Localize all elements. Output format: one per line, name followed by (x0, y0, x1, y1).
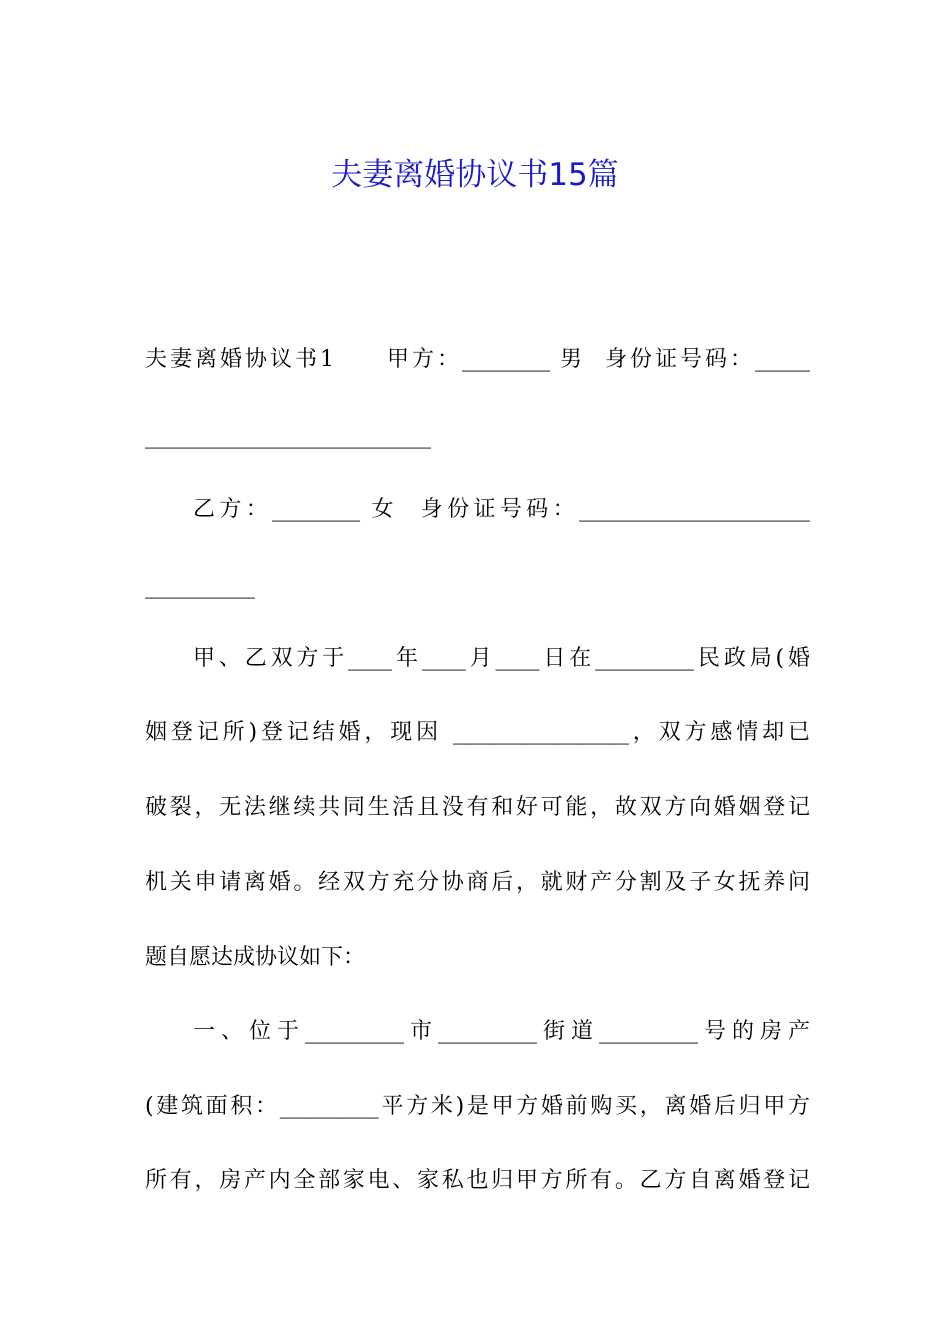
text-line: 姻登记所)登记结婚，现因 ________________，双方感情却已 (145, 720, 810, 745)
text-line: (建筑面积：_________平方米)是甲方婚前购买，离婚后归甲方 (145, 1094, 810, 1119)
text-line: 甲、乙双方于____年____月____日在_________民政局(婚 (193, 646, 810, 671)
text-line: 破裂，无法继续共同生活且没有和好可能，故双方向婚姻登记 (145, 795, 810, 820)
text-line: 所有，房产内全部家电、家私也归甲方所有。乙方自离婚登记 (145, 1168, 810, 1193)
document-title: 夫妻离婚协议书15篇 (331, 156, 619, 193)
text-line: 一、位于_________市_________街道_________号的房产 (193, 1019, 810, 1044)
text-line: 机关申请离婚。经双方充分协商后，就财产分割及子女抚养问 (145, 870, 810, 895)
text-line: 题自愿达成协议如下： (145, 945, 366, 970)
text-line: 乙方：________ 女 身份证号码：_____________________ (193, 497, 810, 522)
text-line: 夫妻离婚协议书1 甲方：________ 男 身份证号码：_____ (145, 347, 810, 372)
text-line: __________________________ (145, 424, 431, 449)
text-line: __________ (145, 574, 255, 599)
